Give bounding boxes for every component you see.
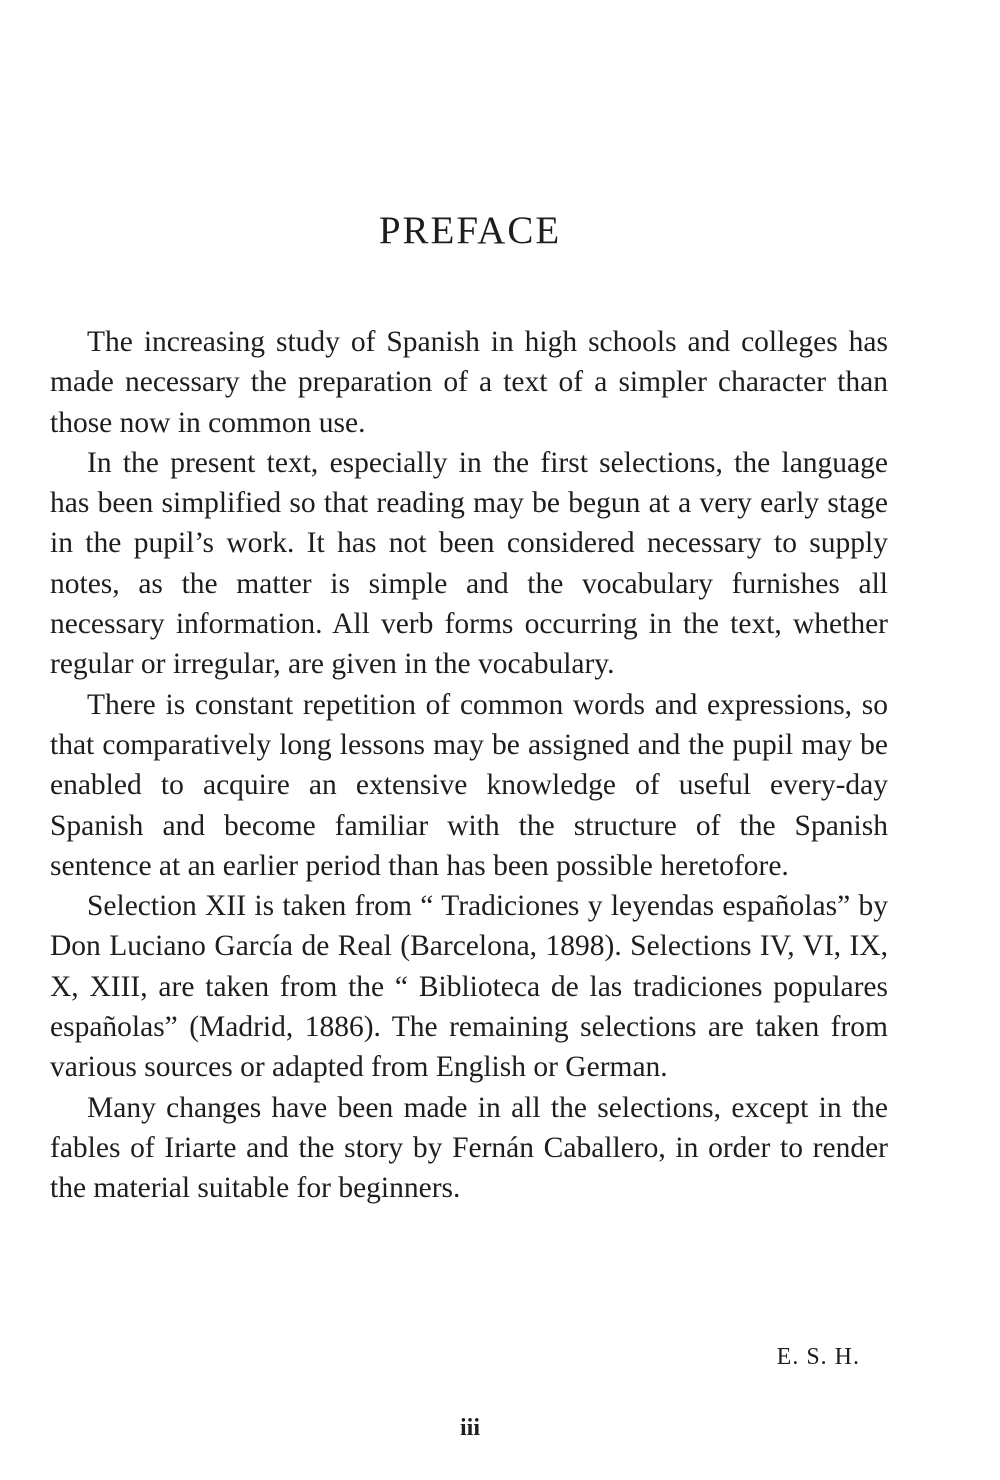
paragraph-2: In the present text, especially in the first selections, the language has been simplified so that reading may be begun at a very early stage in the pupil’s work. It has not been considered necessary to supply notes, as the matter is simple and the vocabulary furnishes all necessary information. All verb forms occurring in the text, whether regular or irregular, are given in the vocabulary. xyxy=(50,446,888,681)
author-initials: E. S. H. xyxy=(776,1344,860,1370)
paragraph-4: Selection XII is taken from “ Tradiciones y leyendas españolas” by Don Luciano García de Real (Barcelona, 1898). Selections IV, VI, IX, X, XIII, are taken from the “ Biblioteca de las tradiciones populares españolas” (Madrid, 1886). The remaining selections are taken from various sources or adapted from English or German. xyxy=(50,890,888,1084)
paragraph-1: The increasing study of Spanish in high schools and colleges has made necessary the preparation of a text of a simpler character than those now in common use. xyxy=(50,326,888,439)
paragraph-5: Many changes have been made in all the selections, except in the fables of Iriarte and the story by Fernán Caballero, in order to render the material suitable for beginners. xyxy=(50,1091,888,1205)
page-number: iii xyxy=(459,1415,480,1441)
page-title: PREFACE xyxy=(378,209,562,252)
preface-body xyxy=(50,322,888,1209)
paragraph-3: There is constant repetition of common words and expressions, so that comparatively long lessons may be assigned and the pupil may be enabled to acquire an extensive knowledge of useful every-day Spanish and become familiar with the structure of the Spanish sentence at an earlier period than has been possible heretofore. xyxy=(50,688,888,882)
